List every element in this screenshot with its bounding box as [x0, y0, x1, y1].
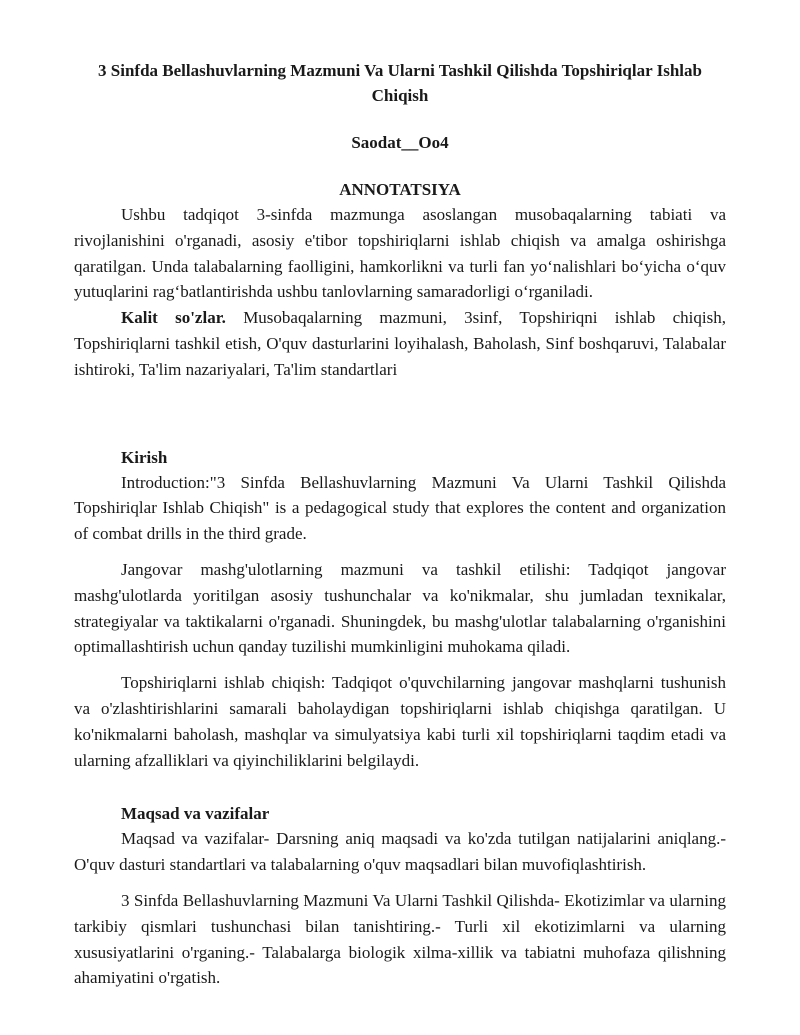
goals-heading: Maqsad va vazifalar	[121, 804, 270, 824]
annotation-heading: ANNOTATSIYA	[339, 180, 461, 199]
ecosystems-paragraph: 3 Sinfda Bellashuvlarning Mazmuni Va Ularni Tashkil Qilishda- Ekotizimlar va ularning tarkibiy qismlari tushunchasi bilan tanishtiring.- Turli xil ekotizimlarni va ularning xususiyatlarini o'rganing.- Talabalarga biologik xilma-xillik va tabiatni muhofaza qilishning ahamiyatini o'rgatish.	[74, 890, 726, 988]
task-design-paragraph: Topshiriqlarni ishlab chiqish: Tadqiqot o'quvchilarning jangovar mashqlarni tushunish va o'zlashtirishlarini samarali baholaydigan topshiriqlarni ishlab chiqishga qaratilgan. U ko'nikmalarni baholash, mashqlar va simulyatsiya kabi turli xil topshiriqlarni taqdim etadi va ularning afzalliklari va qiyinchiliklarini belgilaydi.	[74, 673, 726, 770]
annotation-paragraph: Ushbu tadqiqot 3-sinfda mazmunga asoslangan musobaqalarning tabiati va rivojlanishini o'rganadi, asosiy e'tibor topshiriqlarni ishlab chiqish va amalga oshirishga qaratilgan. Unda talabalarning faolligini, hamkorlikni va turli fan yo‘nalishlari bo‘yicha o‘quv yutuqlarini rag‘batlantirishda ushbu tanlovlarning samaradorligi o‘rganiladi.	[74, 205, 726, 302]
intro-heading: Kirish	[121, 447, 168, 467]
author-name: Saodat__Oo4	[351, 133, 449, 152]
combat-drills-paragraph: Jangovar mashg'ulotlarning mazmuni va tashkil etilishi: Tadqiqot jangovar mashg'ulotlarda yoritilgan asosiy tushunchalar va ko'nikmalar, shu jumladan texnikalar, strategiyalar va taktikalarni o'rganadi. Shuningdek, bu mashg'ulotlar talabalarning o'rganishini optimallashtirish uchun qanday tuzilishi mumkinligini muhokama qiladi.	[74, 559, 726, 657]
keywords-paragraph	[74, 305, 726, 382]
keywords-text: Musobaqalarning mazmuni, 3sinf, Topshiriqni ishlab chiqish, Topshiriqlarni tashkil etish, O'quv dasturlarini loyihalash, Baholash, Sinf boshqaruvi, Talabalar ishtiroki, Ta'lim nazariyalari, Ta'lim standartlari	[74, 308, 726, 379]
document-page	[74, 58, 726, 991]
goals-paragraph: Maqsad va vazifalar- Darsning aniq maqsadi va ko'zda tutilgan natijalarini aniqlang.- O'quv dasturi standartlari va talabalarning o'quv maqsadlari bilan muvofiqlashtirish.	[74, 829, 726, 875]
intro-paragraph: Introduction:"3 Sinfda Bellashuvlarning Mazmuni Va Ularni Tashkil Qilishda Topshiriqlar Ishlab Chiqish" is a pedagogical study that explores the content and organization of combat drills in the third grade.	[74, 472, 726, 544]
keywords-label: Kalit so'zlar.	[121, 308, 226, 328]
document-title: 3 Sinfda Bellashuvlarning Mazmuni Va Ularni Tashkil Qilishda Topshiriqlar Ishlab Chiqish	[98, 61, 702, 105]
